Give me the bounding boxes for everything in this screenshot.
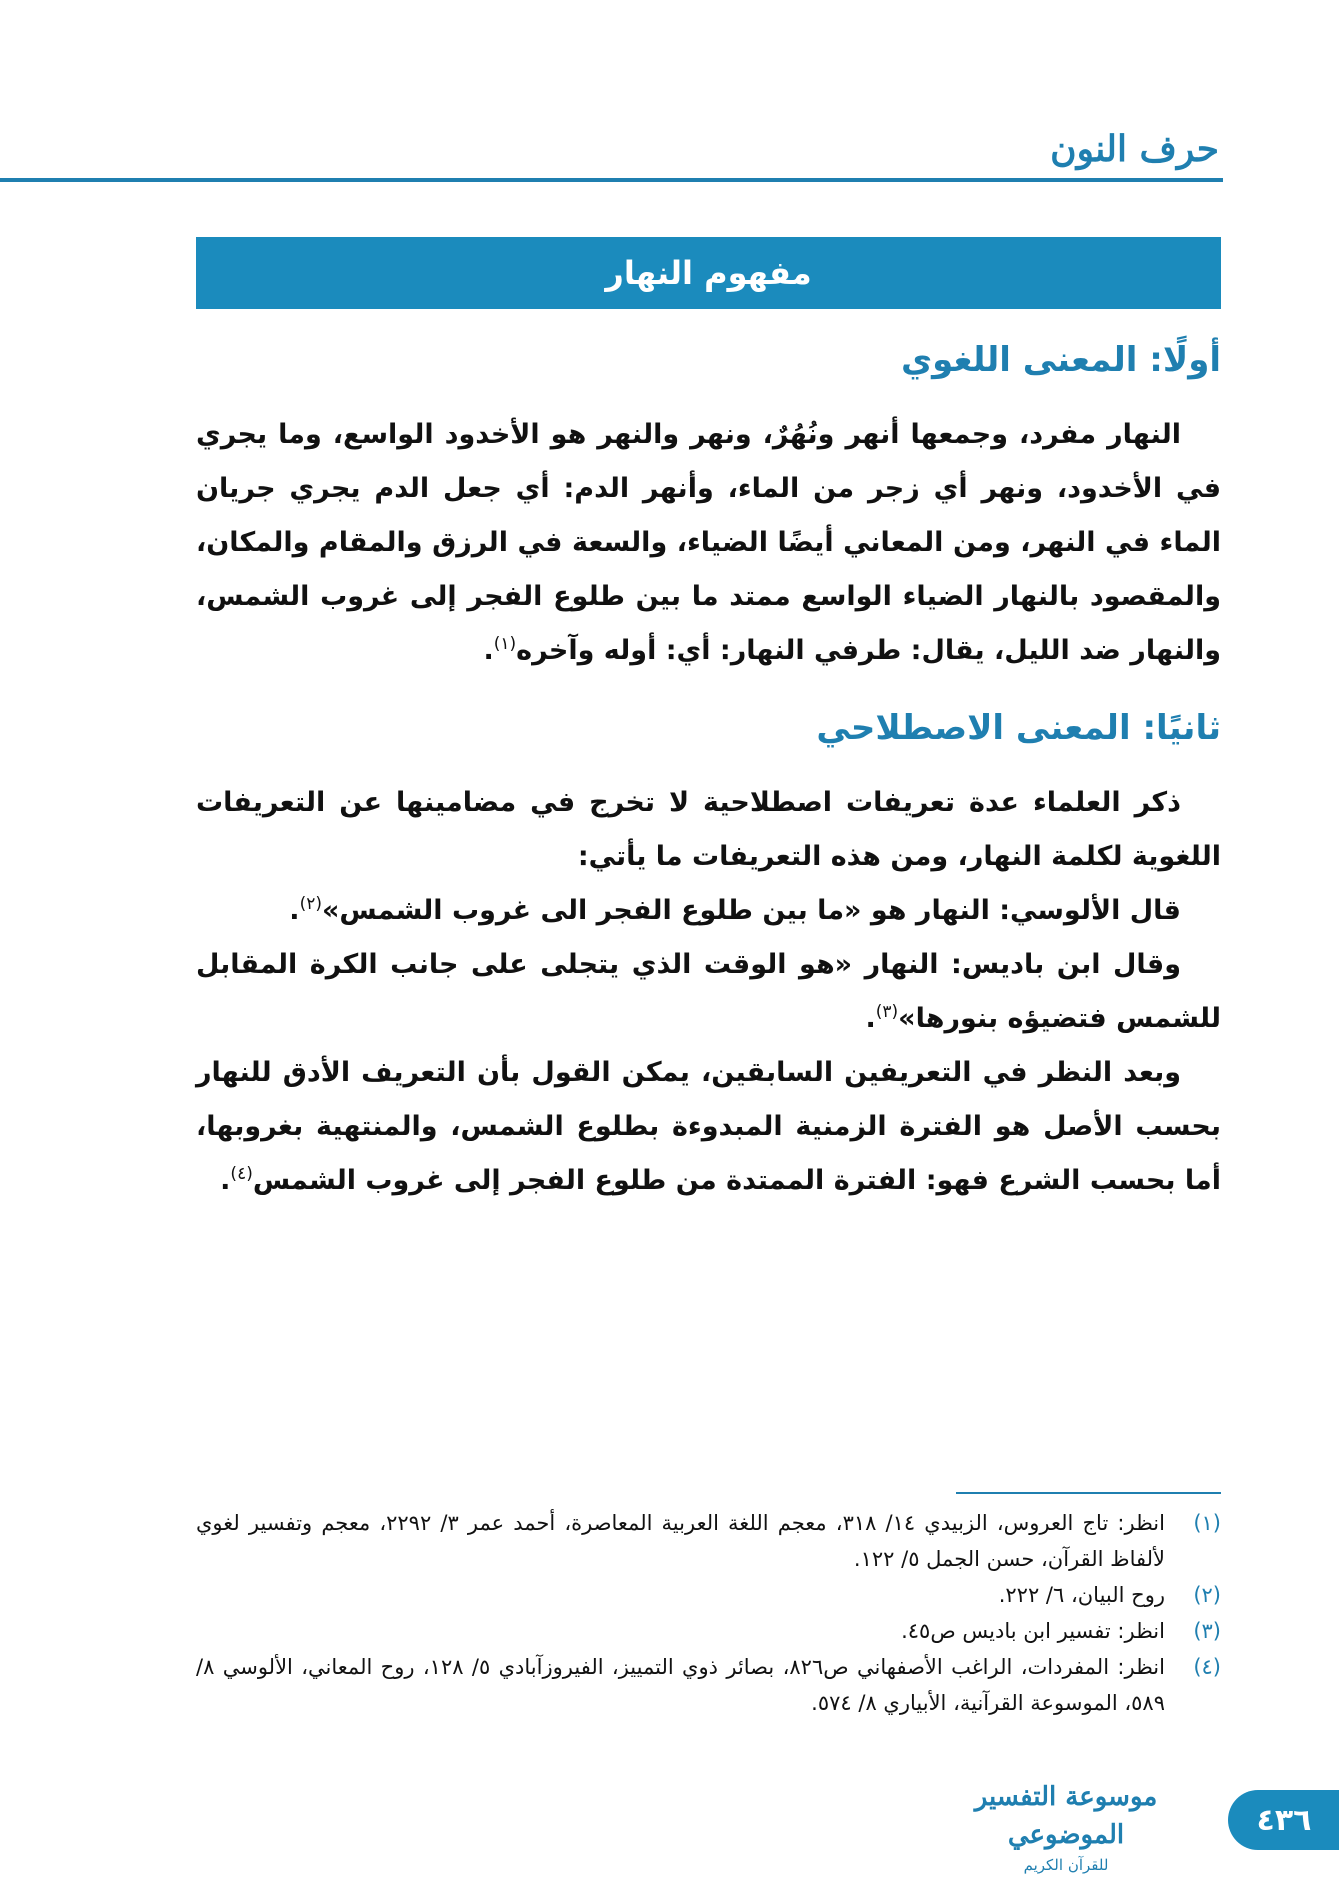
banner-title: مفهوم النهار (605, 254, 812, 292)
footnote-item (196, 1577, 1221, 1613)
footnote-text: انظر: المفردات، الراغب الأصفهاني ص٨٢٦، بصائر ذوي التمييز، الفيروزآبادي ٥/ ١٢٨، روح المعاني، الألوسي ٨/ ٥٨٩، الموسوعة القرآنية، الأبياري ٨/ ٥٧٤. (196, 1655, 1165, 1715)
footnote-ref: (٢) (299, 894, 322, 914)
footnote-number: (٢) (1193, 1583, 1221, 1607)
footnote-text: روح البيان، ٦/ ٢٢٢. (998, 1583, 1165, 1607)
paragraph: ذكر العلماء عدة تعريفات اصطلاحية لا تخرج في مضامينها عن التعريفات اللغوية لكلمة النهار، ومن هذه التعريفات ما يأتي: (196, 787, 1221, 872)
footnote-rule (956, 1492, 1221, 1494)
logo-subtitle: للقرآن الكريم (1023, 1856, 1109, 1874)
footnotes (196, 1505, 1221, 1721)
paragraph: وقال ابن باديس: النهار «هو الوقت الذي يتجلى على جانب الكرة المقابل للشمس فتضيؤه بنورها»$^{(٣)}$. (196, 949, 1221, 1034)
heading-linguistic-meaning: أولًا: المعنى اللغوي (900, 340, 1221, 380)
footnote-item (196, 1505, 1221, 1577)
heading-technical-meaning: ثانيًا: المعنى الاصطلاحي (816, 708, 1221, 748)
footnote-number: (٤) (1193, 1655, 1221, 1679)
page-number-badge (1228, 1790, 1339, 1850)
footnote-text: انظر: تاج العروس، الزبيدي ١٤/ ٣١٨، معجم اللغة العربية المعاصرة، أحمد عمر ٣/ ٢٢٩٢، معجم وتفسير لغوي لألفاظ القرآن، حسن الجمل ٥/ ١٢٢. (196, 1511, 1165, 1571)
paragraph: قال الألوسي: النهار هو «ما بين طلوع الفجر الى غروب الشمس»$^{(٢)}$. (289, 894, 1181, 926)
technical-section-body (196, 776, 1221, 1208)
footnote-item (196, 1649, 1221, 1721)
footnote-ref: (١) (493, 634, 517, 654)
footnote-number: (١) (1193, 1511, 1221, 1535)
footnote-text: انظر: تفسير ابن باديس ص٤٥. (901, 1619, 1165, 1643)
paragraph: وبعد النظر في التعريفين السابقين، يمكن القول بأن التعريف الأدق للنهار بحسب الأصل هو الفترة الزمنية المبدوءة بطلوع الشمس، والمنتهية بغروبها، أما بحسب الشرع فهو: الفترة الممتدة من طلوع الفجر إلى غروب الشمس$^{(٤)}$. (196, 1057, 1221, 1196)
paragraph: النهار مفرد، وجمعها أنهر ونُهُرٌ، ونهر والنهر هو الأخدود الواسع، وما يجري في الأخدود، ونهر أي زجر من الماء، وأنهر الدم: أي جعل الدم يجري جريان الماء في النهر، ومن المعاني أيضًا الضياء، والسعة في الرزق والمقام والمكان، والمقصود بالنهار الضياء الواسع ممتد ما بين طلوع الفجر إلى غروب الشمس، والنهار ضد الليل، يقال: طرفي النهار: أي: أوله وآخره$^{(١)}$. (196, 419, 1221, 666)
chapter-title: حرف النون (1050, 128, 1219, 170)
linguistic-section-body (196, 408, 1221, 678)
header-rule (0, 178, 1223, 182)
footnote-number: (٣) (1193, 1619, 1221, 1643)
footnote-item (196, 1613, 1221, 1649)
footnote-ref: (٤) (230, 1164, 253, 1184)
footnote-ref: (٣) (875, 1002, 899, 1022)
logo-title: موسوعة التفسير الموضوعي (974, 1782, 1158, 1850)
page-number: ٤٣٦ (1256, 1802, 1312, 1838)
section-banner (196, 237, 1221, 309)
series-logo (916, 1778, 1216, 1874)
